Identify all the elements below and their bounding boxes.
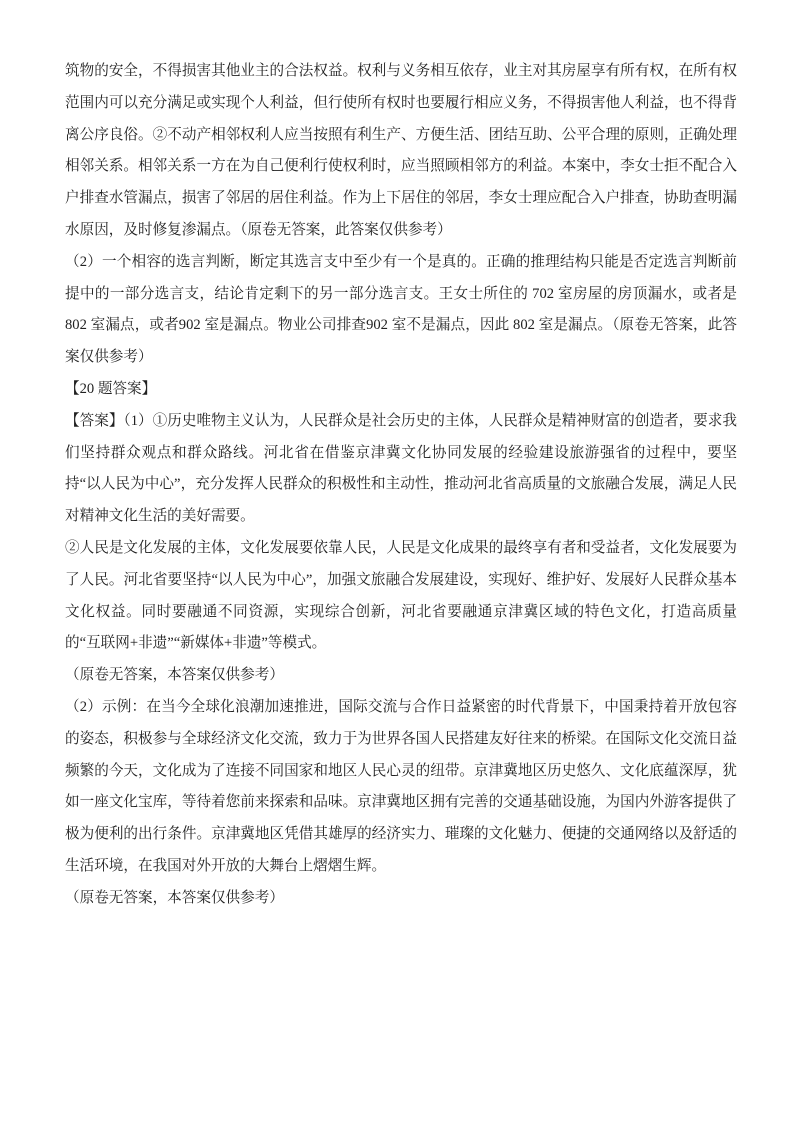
paragraph-q20-part1-point1: 【答案】（1）①历史唯物主义认为，人民群众是社会历史的主体，人民群众是精神财富的创造者，要求我们坚持群众观点和群众路线。河北省在借鉴京津冀文化协同发展的经验建设旅游强省的过程中，要坚持“以人民为中心”，充分发挥人民群众的积极性和主动性，推动河北省高质量的文旅融合发展，满足人民对精神文化生活的美好需要。	[65, 412, 737, 525]
paragraph-q20-part1-reference-note: （原卷无答案，本答案仅供参考）	[65, 667, 284, 684]
heading-q20-answer-label: 【20 题答案】	[65, 380, 157, 397]
paragraph-q20-part2-reference-note: （原卷无答案，本答案仅供参考）	[65, 889, 284, 906]
paragraph-q20-part2-example: （2）示例：在当今全球化浪潮加速推进，国际交流与合作日益紧密的时代背景下，中国秉持着开放包容的姿态，积极参与全球经济文化交流，致力于为世界各国人民搭建友好往来的桥梁。在国际文化交流日益频繁的今天，文化成为了连接不同国家和地区人民心灵的纽带。京津冀地区历史悠久、文化底蕴深厚，犹如一座文化宝库，等待着您前来探索和品味。京津冀地区拥有完善的交通基础设施，为国内外游客提供了极为便利的出行条件。京津冀地区凭借其雄厚的经济实力、璀璨的文化魅力、便捷的交通网络以及舒适的生活环境，在我国对外开放的大舞台上熠熠生辉。	[65, 698, 737, 874]
paragraph-q19-part1-answer-continuation: 筑物的安全，不得损害其他业主的合法权益。权利与义务相互依存，业主对其房屋享有所有权，在所有权范围内可以充分满足或实现个人利益，但行使所有权时也要履行相应义务，不得损害他人利益，也不得背离公序良俗。②不动产相邻权利人应当按照有利生产、方便生活、团结互助、公平合理的原则，正确处理相邻关系。相邻关系一方在为自己便利行使权利时，应当照顾相邻方的利益。本案中，李女士拒不配合入户排查水管漏点，损害了邻居的居住利益。作为上下居住的邻居，李女士理应配合入户排查，协助查明漏水原因，及时修复渗漏点。（原卷无答案，此答案仅供参考）	[65, 63, 737, 238]
paragraph-q20-part1-point2: ②人民是文化发展的主体，文化发展要依靠人民，人民是文化成果的最终享有者和受益者，文化发展要为了人民。河北省要坚持“以人民为中心”，加强文旅融合发展建设，实现好、维护好、发展好人民群众基本文化权益。同时要融通不同资源，实现综合创新，河北省要融通京津冀区域的特色文化，打造高质量的“互联网+非遗”“新媒体+非遗”等模式。	[65, 539, 737, 652]
paragraph-q19-part2-answer: （2）一个相容的选言判断，断定其选言支中至少有一个是真的。正确的推理结构只能是否定选言判断前提中的一部分选言支，结论肯定剩下的另一部分选言支。王女士所住的 702 室房屋的房顶漏水，或者是 802 室漏点，或者902 室是漏点。物业公司排查902 室不是漏点，因此 802 室是漏点。（原卷无答案，此答案仅供参考）	[65, 253, 737, 366]
